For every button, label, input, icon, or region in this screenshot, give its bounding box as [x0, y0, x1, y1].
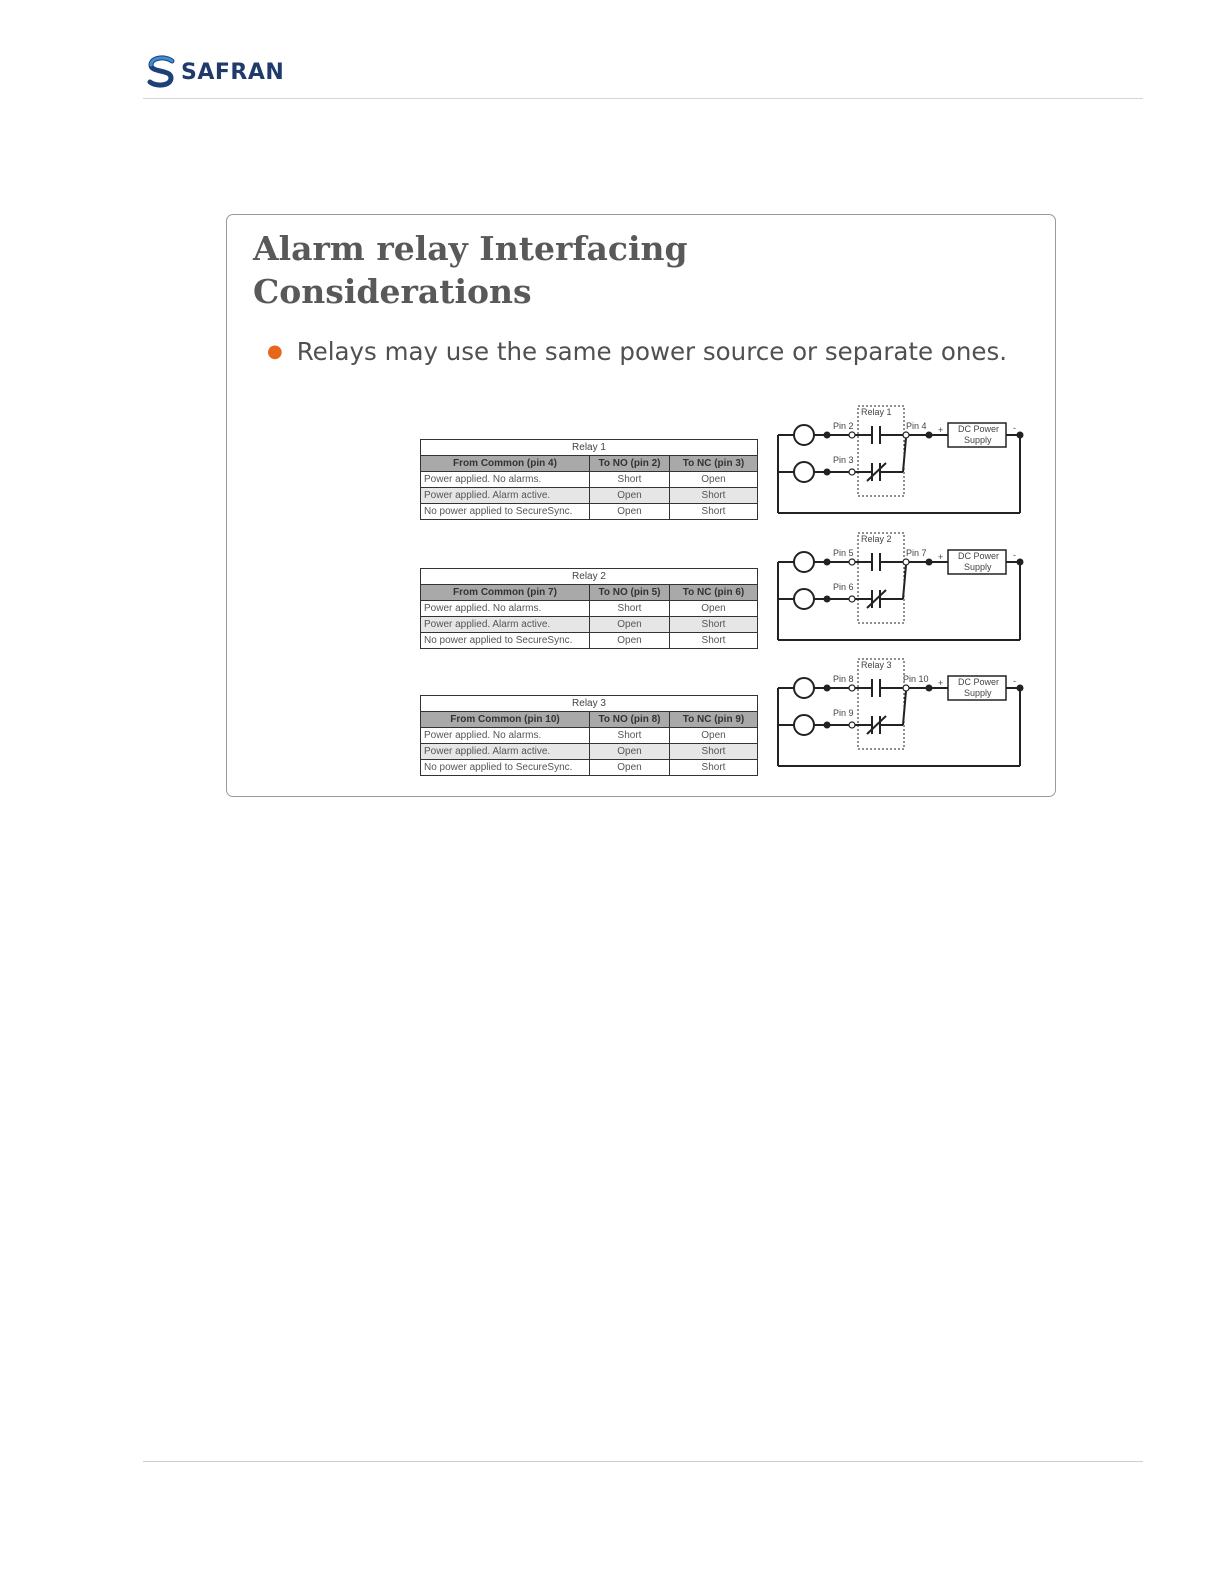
table-cell: Power applied. Alarm active. — [421, 488, 590, 504]
relay-1-pin-nc-label: Pin 3 — [833, 455, 854, 465]
table-cell: Open — [590, 744, 670, 760]
relay-1-plus-label: + — [938, 425, 944, 435]
relay-2-supply-label-1: DC Power — [958, 551, 1000, 561]
table-row — [421, 760, 758, 776]
relay-1-supply-label-2: Supply — [964, 435, 992, 445]
relay-3-supply-label-2: Supply — [964, 688, 992, 698]
relay-3-pin-no-label: Pin 8 — [833, 674, 854, 684]
relay-1-pin-no-label: Pin 2 — [833, 421, 854, 431]
table-row — [421, 504, 758, 520]
slide-title-line-1: Alarm relay Interfacing — [253, 229, 688, 268]
relay-3-pin-nc-label: Pin 9 — [833, 708, 854, 718]
relay-3-supply-label-1: DC Power — [958, 677, 1000, 687]
table-cell: Short — [670, 744, 758, 760]
brand-wordmark: SAFRAN — [181, 59, 285, 85]
relay-2-header-common: From Common (pin 7) — [421, 585, 590, 601]
relay-2-table — [420, 568, 758, 649]
table-row — [421, 744, 758, 760]
relay-1-table — [420, 439, 758, 520]
relay-2-pin-no-label: Pin 5 — [833, 548, 854, 558]
safran-s-logo-icon — [147, 55, 177, 89]
relay-1-pin-common-label: Pin 4 — [906, 421, 927, 431]
table-cell: Open — [590, 633, 670, 649]
relay-3-wiring-diagram — [772, 654, 1032, 772]
table-cell: Open — [670, 728, 758, 744]
relay-1-minus-label: - — [1013, 423, 1016, 433]
table-cell: No power applied to SecureSync. — [421, 760, 590, 776]
relay-3-header-common: From Common (pin 10) — [421, 712, 590, 728]
relay-2-minus-label: - — [1013, 550, 1016, 560]
relay-2-header-no: To NO (pin 5) — [590, 585, 670, 601]
table-cell: Short — [670, 633, 758, 649]
table-cell: Short — [670, 617, 758, 633]
table-cell: Short — [590, 472, 670, 488]
safran-logo — [147, 55, 284, 89]
table-cell: Short — [590, 728, 670, 744]
relay-1-supply-label-1: DC Power — [958, 424, 1000, 434]
slide-title-line-2: Considerations — [253, 272, 532, 311]
relay-1-header-no: To NO (pin 2) — [590, 456, 670, 472]
relay-3-pin-common-label: Pin 10 — [903, 674, 929, 684]
relay-3-minus-label: - — [1013, 676, 1016, 686]
relay-2-pin-nc-label: Pin 6 — [833, 582, 854, 592]
relay-1-wiring-diagram — [772, 401, 1032, 519]
table-cell: Short — [670, 504, 758, 520]
relay-1-diagram-label: Relay 1 — [861, 407, 892, 417]
relay-2-pin-common-label: Pin 7 — [906, 548, 927, 558]
table-cell: Power applied. No alarms. — [421, 728, 590, 744]
table-cell: Short — [590, 601, 670, 617]
table-cell: Power applied. No alarms. — [421, 601, 590, 617]
slide-title — [253, 227, 773, 313]
relay-2-plus-label: + — [938, 552, 944, 562]
table-cell: Power applied. Alarm active. — [421, 744, 590, 760]
relay-3-table — [420, 695, 758, 776]
relay-1-header-nc: To NC (pin 3) — [670, 456, 758, 472]
relay-1-caption: Relay 1 — [421, 440, 758, 456]
table-row — [421, 488, 758, 504]
table-cell: No power applied to SecureSync. — [421, 633, 590, 649]
relay-2-wiring-diagram — [772, 528, 1032, 646]
relay-2-supply-label-2: Supply — [964, 562, 992, 572]
table-cell: Open — [670, 601, 758, 617]
slide-bullet-text: Relays may use the same power source or separate ones. — [296, 337, 1008, 366]
table-row — [421, 633, 758, 649]
table-cell: Open — [590, 488, 670, 504]
table-cell: Open — [590, 504, 670, 520]
bullet-dot-icon: ● — [267, 341, 283, 362]
table-cell: Power applied. Alarm active. — [421, 617, 590, 633]
relay-3-header-no: To NO (pin 8) — [590, 712, 670, 728]
table-cell: Power applied. No alarms. — [421, 472, 590, 488]
relay-2-caption: Relay 2 — [421, 569, 758, 585]
table-cell: Open — [590, 617, 670, 633]
table-cell: Open — [670, 472, 758, 488]
header-divider — [143, 98, 1143, 99]
relay-2-diagram-label: Relay 2 — [861, 534, 892, 544]
table-cell: Open — [590, 760, 670, 776]
relay-3-caption: Relay 3 — [421, 696, 758, 712]
table-cell: Short — [670, 760, 758, 776]
table-cell: Short — [670, 488, 758, 504]
relay-3-plus-label: + — [938, 678, 944, 688]
slide-figure — [226, 214, 1056, 797]
table-row — [421, 617, 758, 633]
table-row — [421, 728, 758, 744]
table-row — [421, 472, 758, 488]
relay-1-header-common: From Common (pin 4) — [421, 456, 590, 472]
slide-bullet — [267, 337, 1007, 366]
table-row — [421, 601, 758, 617]
relay-3-header-nc: To NC (pin 9) — [670, 712, 758, 728]
footer-divider — [143, 1461, 1143, 1462]
relay-3-diagram-label: Relay 3 — [861, 660, 892, 670]
relay-2-header-nc: To NC (pin 6) — [670, 585, 758, 601]
table-cell: No power applied to SecureSync. — [421, 504, 590, 520]
